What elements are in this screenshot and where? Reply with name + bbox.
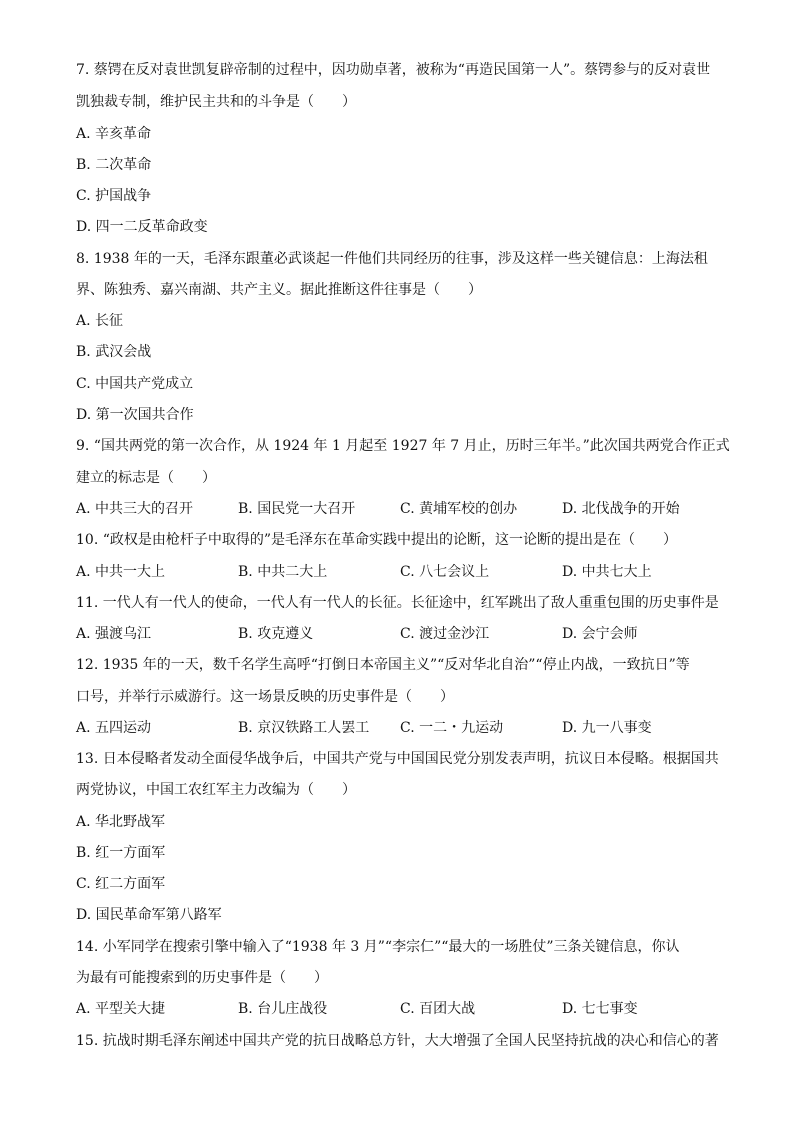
q9-stem-line-2: 建立的标志是（ ） <box>76 470 216 486</box>
q7-option-c: C. 护国战争 <box>76 188 152 204</box>
q13-option-c: C. 红二方面军 <box>76 876 166 892</box>
q9-option-d: D. 北伐战争的开始 <box>562 501 680 517</box>
q8-stem-line-1: 8. 1938 年的一天，毛泽东跟董必武谈起一件他们共同经历的往事，涉及这样一些关键信息：上海法租 <box>76 251 708 267</box>
q9-option-c: C. 黄埔军校的创办 <box>400 501 518 517</box>
q7-stem-line-2: 凯独裁专制，维护民主共和的斗争是（ ） <box>76 94 356 110</box>
q12-option-a: A. 五四运动 <box>76 720 152 736</box>
q12-stem-line-1: 12. 1935 年的一天，数千名学生高呼“打倒日本帝国主义”“反对华北自治”“停止内战，一致抗日”等 <box>76 657 690 673</box>
q8-stem-line-2: 界、陈独秀、嘉兴南湖、共产主义。据此推断这件往事是（ ） <box>76 282 482 298</box>
q10-stem-line-1: 10. “政权是由枪杆子中取得的”是毛泽东在革命实践中提出的论断，这一论断的提出是在（ ） <box>76 532 678 548</box>
q11-option-b: B. 攻克遵义 <box>238 626 314 642</box>
q10-option-c: C. 八七会议上 <box>400 564 490 580</box>
q14-option-d: D. 七七事变 <box>562 1001 638 1017</box>
q11-option-d: D. 会宁会师 <box>562 626 638 642</box>
q7-option-d: D. 四一二反革命政变 <box>76 219 208 235</box>
q14-stem-line-2: 为最有可能搜索到的历史事件是（ ） <box>76 970 328 986</box>
q14-option-a: A. 平型关大捷 <box>76 1001 166 1017</box>
q11-option-c: C. 渡过金沙江 <box>400 626 490 642</box>
q12-option-b: B. 京汉铁路工人罢工 <box>238 720 370 736</box>
q13-option-a: A. 华北野战军 <box>76 814 166 830</box>
q13-stem-line-1: 13. 日本侵略者发动全面侵华战争后，中国共产党与中国国民党分别发表声明，抗议日本侵略。根据国共 <box>76 751 719 767</box>
q14-option-b: B. 台儿庄战役 <box>238 1001 328 1017</box>
q8-option-c: C. 中国共产党成立 <box>76 376 194 392</box>
q13-option-d: D. 国民革命军第八路军 <box>76 907 222 923</box>
q10-option-a: A. 中共一大上 <box>76 564 166 580</box>
q12-stem-line-2: 口号，并举行示威游行。这一场景反映的历史事件是（ ） <box>76 689 454 705</box>
q9-option-b: B. 国民党一大召开 <box>238 501 356 517</box>
q10-option-d: D. 中共七大上 <box>562 564 652 580</box>
q8-option-d: D. 第一次国共合作 <box>76 407 194 423</box>
q11-stem-line-1: 11. 一代人有一代人的使命，一代人有一代人的长征。长征途中，红军跳出了敌人重重包围的历史事件是 <box>76 595 719 611</box>
q15-stem-line-1: 15. 抗战时期毛泽东阐述中国共产党的抗日战略总方针，大大增强了全国人民坚持抗战的决心和信心的著 <box>76 1033 719 1049</box>
q10-option-b: B. 中共二大上 <box>238 564 328 580</box>
q12-option-d: D. 九一八事变 <box>562 720 652 736</box>
q12-option-c: C. 一二・九运动 <box>400 720 504 736</box>
q13-stem-line-2: 两党协议，中国工农红军主力改编为（ ） <box>76 782 356 798</box>
q11-option-a: A. 强渡乌江 <box>76 626 152 642</box>
q7-stem-line-1: 7. 蔡锷在反对袁世凯复辟帝制的过程中，因功勋卓著，被称为“再造民国第一人”。蔡锷参与的反对袁世 <box>76 62 711 78</box>
q14-option-c: C. 百团大战 <box>400 1001 476 1017</box>
q9-stem-line-1: 9. “国共两党的第一次合作，从 1924 年 1 月起至 1927 年 7 月止，历时三年半。”此次国共两党合作正式 <box>76 438 730 454</box>
q8-option-b: B. 武汉会战 <box>76 344 152 360</box>
q7-option-a: A. 辛亥革命 <box>76 126 152 142</box>
q7-option-b: B. 二次革命 <box>76 157 152 173</box>
q9-option-a: A. 中共三大的召开 <box>76 501 194 517</box>
q14-stem-line-1: 14. 小军同学在搜索引擎中输入了“1938 年 3 月”“李宗仁”“最大的一场胜仗”三条关键信息，你认 <box>76 939 680 955</box>
q13-option-b: B. 红一方面军 <box>76 845 166 861</box>
q8-option-a: A. 长征 <box>76 313 124 329</box>
